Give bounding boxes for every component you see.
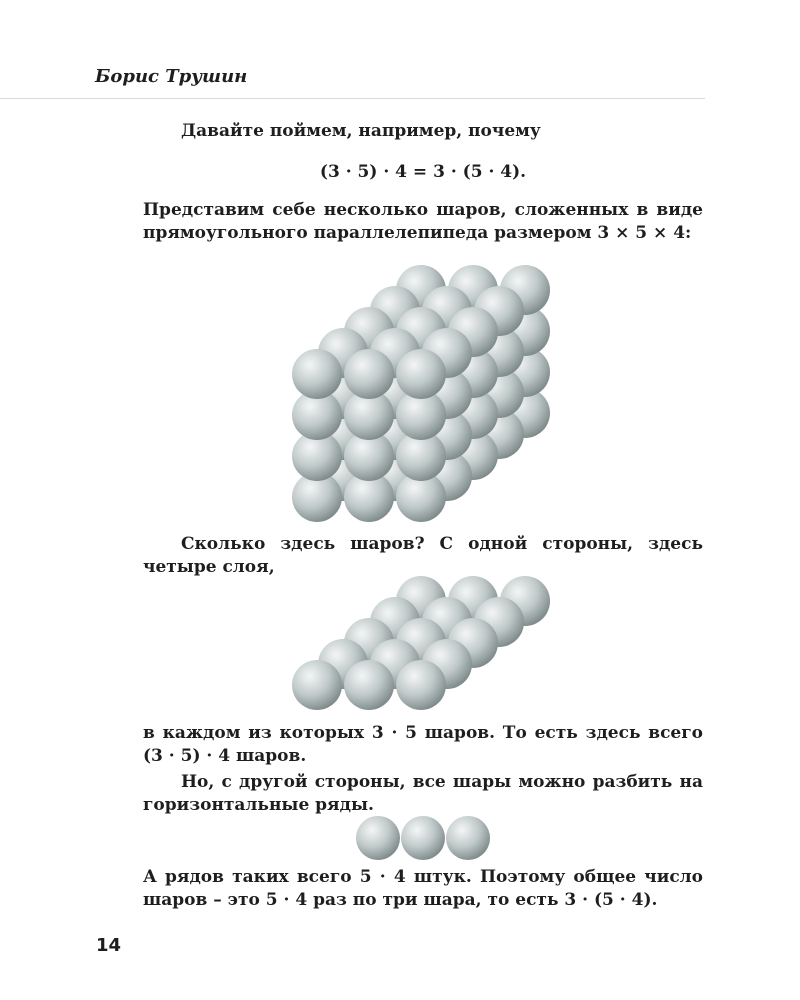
- ball-l1-d1-r2: [344, 660, 394, 710]
- ball-row-1: [356, 816, 400, 860]
- paragraph-rows: Но, с другой стороны, все шары можно разбить на горизонтальные ряды.: [143, 772, 703, 815]
- figure-layer-of-balls: [280, 575, 570, 715]
- running-head: Борис Трушин: [95, 66, 248, 87]
- ball-l4-d1-r3: [396, 349, 446, 399]
- paragraph-box-description: Представим себе несколько шаров, сложенных в виде прямоугольного параллелепипеда размером 3 × 5 × 4:: [143, 200, 703, 243]
- ball-row-3: [446, 816, 490, 860]
- header-rule: [0, 98, 705, 99]
- ball-l4-d1-r1: [292, 349, 342, 399]
- ball-l1-d1-r1: [292, 660, 342, 710]
- ball-l4-d1-r2: [344, 349, 394, 399]
- ball-row-2: [401, 816, 445, 860]
- figure-box-of-balls: [280, 262, 570, 524]
- formula-associative: (3 · 5) · 4 = 3 · (5 · 4).: [319, 162, 527, 182]
- paragraph-conclusion: А рядов таких всего 5 · 4 штук. Поэтому общее число шаров – это 5 · 4 раз по три шара, то есть 3 · (5 · 4).: [143, 867, 703, 910]
- paragraph-intro: Давайте поймем, например, почему: [181, 121, 541, 141]
- figure-row-of-balls: [350, 812, 500, 864]
- paragraph-layers: Сколько здесь шаров? С одной стороны, здесь четыре слоя,: [143, 534, 703, 577]
- paragraph-layer-count: в каждом из которых 3 · 5 шаров. То есть здесь всего (3 · 5) · 4 шаров.: [143, 723, 703, 766]
- page-number: 14: [96, 935, 122, 956]
- ball-l1-d1-r3: [396, 660, 446, 710]
